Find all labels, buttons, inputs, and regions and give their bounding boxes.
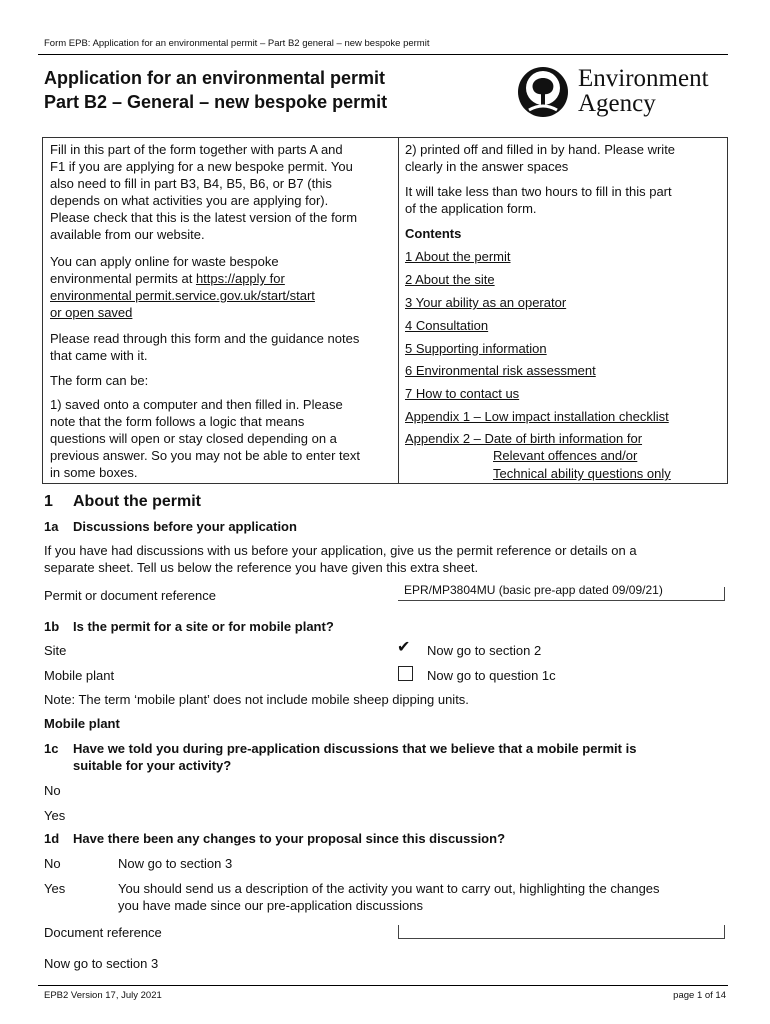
permit-reference-label: Permit or document reference (44, 588, 216, 603)
intro-paragraph-4: The form can be: (50, 373, 149, 388)
logo-text-line1: Environment (578, 65, 709, 92)
question-1d-option-no: No (44, 856, 61, 871)
site-goto-text: Now go to section 2 (427, 643, 542, 658)
toc-link-operator[interactable]: 3 Your ability as an operator (405, 295, 567, 310)
form-header: Form EPB: Application for an environmental permit – Part B2 general – new bespoke permit (44, 38, 430, 49)
question-1c-title: Have we told you during pre-application discussions that we believe that a mobile permit is suitable for your activity? (73, 741, 637, 773)
intro-paragraph-2: You can apply online for waste bespoke environmental permits at https://apply for environmental permit.service.gov.uk/start/start or open saved (50, 253, 395, 321)
toc-link-appendix-2[interactable]: Appendix 2 – Date of birth information for (405, 431, 643, 446)
document-reference-label: Document reference (44, 925, 162, 940)
question-1a-number: 1a (44, 519, 59, 534)
toc-link-supporting-info[interactable]: 5 Supporting information (405, 341, 547, 356)
question-1d-option-yes: Yes (44, 881, 66, 896)
intro-right-paragraph-2: It will take less than two hours to fill in this part of the application form. (405, 184, 672, 216)
intro-paragraph-5: 1) saved onto a computer and then filled in. Please note that the form follows a logic that means questions will open or stay closed depending on a previous answer. So you may not be able to enter text in some boxes. (50, 397, 361, 480)
question-1c-option-no: No (44, 783, 61, 798)
question-1d-no-goto: Now go to section 3 (118, 856, 233, 871)
toc-link-appendix-2-cont2[interactable]: Technical ability questions only (493, 466, 671, 481)
option-mobile-plant-label: Mobile plant (44, 668, 115, 683)
logo-text-line2: Agency (578, 90, 656, 117)
question-1d-yes-text: You should send us a description of the activity you want to carry out, highlighting the changes you have made since our pre-application discussions (118, 881, 660, 913)
question-1c-option-yes: Yes (44, 808, 66, 823)
question-1c-number: 1c (44, 741, 59, 756)
question-1a-text: If you have had discussions with us before your application, give us the permit reference or details on a separate sheet. Tell us below the reference you have given this extra sheet. (44, 543, 637, 575)
document-reference-field[interactable] (398, 925, 725, 939)
apply-online-link[interactable]: https://apply for (195, 271, 285, 286)
toc-link-appendix-1[interactable]: Appendix 1 – Low impact installation checklist (405, 409, 669, 424)
intro-column-divider (398, 137, 399, 484)
permit-reference-value: EPR/MP3804MU (basic pre-app dated 09/09/21) (404, 583, 663, 597)
toc-link-appendix-2-cont[interactable]: Relevant offences and/or (493, 448, 638, 463)
intro-right-paragraph-1: 2) printed off and filled in by hand. Please write clearly in the answer spaces (405, 142, 676, 174)
site-checkbox[interactable]: ✔ (397, 639, 411, 656)
question-1b-number: 1b (44, 619, 60, 634)
footer-divider (38, 985, 728, 986)
environment-agency-logo (514, 64, 729, 120)
mobile-plant-goto-text: Now go to question 1c (427, 668, 556, 683)
intro-paragraph-3: Please read through this form and the guidance notes that came with it. (50, 331, 360, 363)
toc-link-risk-assessment[interactable]: 6 Environmental risk assessment (405, 363, 596, 378)
mobile-plant-note: Note: The term ‘mobile plant’ does not include mobile sheep dipping units. (44, 692, 469, 707)
section-1-number: 1 (44, 493, 53, 510)
page-title: Application for an environmental permit (44, 68, 386, 88)
question-1a-title: Discussions before your application (73, 519, 297, 534)
tree-logo-icon (514, 64, 572, 120)
toc-link-about-site[interactable]: 2 About the site (405, 272, 495, 287)
mobile-plant-checkbox[interactable] (398, 666, 413, 681)
question-1d-title: Have there been any changes to your proposal since this discussion? (73, 831, 506, 846)
option-site-label: Site (44, 643, 67, 658)
header-divider (38, 54, 728, 55)
footer-version: EPB2 Version 17, July 2021 (44, 990, 162, 1001)
intro-paragraph-1: Fill in this part of the form together with parts A and F1 if you are applying for a new bespoke permit. You also need to fill in part B3, B4, B5, B6, or B7 (this depends on what activities you are applying for). Please check that this is the latest version of the form available from our website. (50, 142, 358, 242)
page-subtitle: Part B2 – General – new bespoke permit (44, 92, 388, 112)
footer-page-number: page 1 of 14 (673, 990, 726, 1001)
apply-online-link-cont2[interactable]: or open saved (50, 305, 133, 320)
question-1b-title: Is the permit for a site or for mobile plant? (73, 619, 334, 634)
apply-online-link-cont[interactable]: environmental permit.service.gov.uk/start/start (50, 288, 315, 303)
section-1-title: About the permit (73, 493, 201, 510)
toc-link-consultation[interactable]: 4 Consultation (405, 318, 489, 333)
toc-link-about-permit[interactable]: 1 About the permit (405, 249, 511, 264)
mobile-plant-heading: Mobile plant (44, 716, 120, 731)
question-1d-after-goto: Now go to section 3 (44, 956, 159, 971)
toc-link-contact[interactable]: 7 How to contact us (405, 386, 520, 401)
question-1d-number: 1d (44, 831, 60, 846)
contents-heading: Contents (405, 226, 462, 241)
